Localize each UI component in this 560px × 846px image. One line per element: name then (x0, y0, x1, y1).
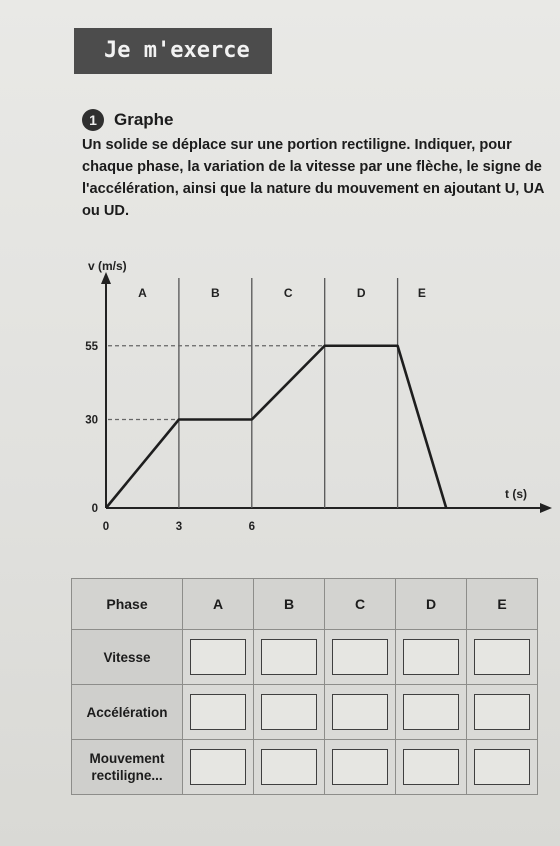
x-tick-label: 3 (175, 521, 183, 533)
phase-label-b: B (211, 286, 220, 300)
x-axis-arrow (540, 503, 552, 513)
answer-box[interactable] (261, 639, 317, 675)
answer-box[interactable] (474, 749, 530, 785)
table-header-a: A (183, 579, 254, 630)
row-label-mouvement: Mouvement rectiligne... (72, 740, 183, 795)
y-tick-label: 30 (85, 414, 98, 427)
table-header-phase: Phase (72, 579, 183, 630)
phase-label-a: A (138, 286, 147, 300)
exercise-instructions: Un solide se déplace sur une portion rectiligne. Indiquer, pour chaque phase, la variation de la vitesse par une flèche, le signe de l'accélération, ainsi que la nature du mouvement en ajoutant U, UA ou UD. (82, 137, 544, 219)
answer-table-container (71, 578, 538, 795)
exercise-heading (82, 106, 174, 134)
table-row-mouvement (72, 740, 538, 795)
phase-label-c: C (283, 286, 293, 300)
answer-box[interactable] (261, 694, 317, 730)
velocity-time-chart (0, 250, 560, 550)
table-header-row (72, 579, 538, 630)
section-banner-title: Je m'exerce (74, 28, 272, 74)
answer-box[interactable] (474, 639, 530, 675)
y-axis-label: v (m/s) (88, 259, 127, 273)
cell-mouvement-e (467, 740, 538, 795)
answer-box[interactable] (332, 694, 388, 730)
y-tick-label: 55 (85, 340, 98, 353)
y-tick-label: 0 (91, 503, 98, 515)
answer-box[interactable] (261, 749, 317, 785)
phase-label-d: D (356, 286, 366, 300)
cell-mouvement-c (325, 740, 396, 795)
table-header-c: C (325, 579, 396, 630)
cell-vitesse-e (467, 630, 538, 685)
table-header-e: E (467, 579, 538, 630)
answer-box[interactable] (403, 694, 459, 730)
phase-label-e: E (417, 286, 426, 300)
answer-box[interactable] (474, 694, 530, 730)
x-tick-label: 6 (248, 521, 256, 533)
exercise-number-badge: 1 (82, 109, 104, 131)
answer-box[interactable] (190, 694, 246, 730)
cell-acceleration-c (325, 685, 396, 740)
x-tick-label: 0 (102, 521, 110, 533)
row-label-acceleration: Accélération (72, 685, 183, 740)
cell-vitesse-a (183, 630, 254, 685)
cell-acceleration-a (183, 685, 254, 740)
cell-vitesse-b (254, 630, 325, 685)
row-label-vitesse: Vitesse (72, 630, 183, 685)
y-axis-arrow (101, 272, 111, 284)
answer-box[interactable] (403, 639, 459, 675)
answer-box[interactable] (190, 749, 246, 785)
answer-table (71, 578, 538, 795)
exercise-title: Graphe (114, 110, 174, 129)
cell-vitesse-c (325, 630, 396, 685)
cell-mouvement-d (396, 740, 467, 795)
answer-box[interactable] (403, 749, 459, 785)
cell-mouvement-a (183, 740, 254, 795)
x-axis-label: t (s) (505, 487, 527, 501)
cell-acceleration-e (467, 685, 538, 740)
cell-acceleration-d (396, 685, 467, 740)
table-header-b: B (254, 579, 325, 630)
cell-vitesse-d (396, 630, 467, 685)
table-row-acceleration (72, 685, 538, 740)
answer-box[interactable] (332, 639, 388, 675)
table-row-vitesse (72, 630, 538, 685)
answer-box[interactable] (190, 639, 246, 675)
answer-box[interactable] (332, 749, 388, 785)
cell-acceleration-b (254, 685, 325, 740)
cell-mouvement-b (254, 740, 325, 795)
velocity-curve (106, 346, 446, 508)
table-header-d: D (396, 579, 467, 630)
